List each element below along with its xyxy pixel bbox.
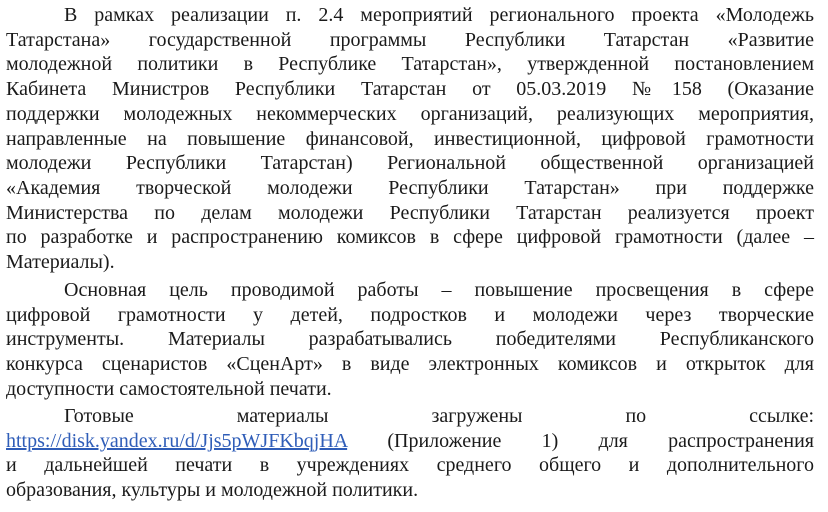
paragraph-2-line-5: доступности самостоятельной печати. — [6, 377, 332, 400]
paragraph-1-line-4: Кабинета Министров Республики Татарстан от 05.03.2019 №158 (Оказание — [6, 78, 814, 101]
paragraph-1-line-1: В рамках реализации п. 2.4 мероприятий регионального проекта «Молодежь — [64, 4, 814, 26]
paragraph-2-line-3: инструменты. Материалы разрабатывались победителями Республиканского — [6, 328, 814, 351]
paragraph-2-line-2: цифровой грамотности у детей, подростков и молодежи через творческие — [6, 303, 814, 326]
paragraph-1-line-11: Материалы). — [6, 251, 115, 273]
paragraph-3-line-1: Готовые материалы загружены по ссылке: — [64, 405, 814, 427]
paragraph-2-line-4: конкурса сценаристов «СценАрт» в виде электронных комиксов и открыток для — [6, 353, 814, 376]
paragraph-1-line-6: направленные на повышение финансовой, инвестиционной, цифровой грамотности — [6, 127, 814, 150]
appendix-reference-text: (Приложение 1) для распространения — [387, 429, 814, 452]
paragraph-1-line-8: «Академия творческой молодежи Республики Татарстан» при поддержке — [6, 176, 814, 199]
paragraph-1-line-10: по разработке и распространению комиксов в сфере цифровой грамотности (далее – — [6, 226, 814, 249]
paragraph-1-line-7: молодежи Республики Татарстан) Региональной общественной организацией — [6, 152, 814, 175]
paragraph-2-line-1: Основная цель проводимой работы – повышение просвещения в сфере — [64, 279, 814, 301]
paragraph-1-line-2: Татарстана» государственной программы Республики Татарстан «Развитие — [6, 28, 814, 51]
paragraph-1-line-3: молодежной политики в Республике Татарстан», утвержденной постановлением — [6, 53, 814, 76]
yandex-disk-link[interactable]: https://disk.yandex.ru/d/Jjs5pWJFKbqjHA — [6, 429, 348, 452]
paragraph-1-line-9: Министерства по делам молодежи Республики Татарстан реализуется проект — [6, 201, 814, 224]
paragraph-3-line-2 — [6, 429, 814, 454]
paragraph-3-line-3: и дальнейшей печати в учреждениях среднего общего и дополнительного — [6, 454, 814, 477]
paragraph-3-line-4: образования, культуры и молодежной политики. — [6, 479, 419, 502]
paragraph-1-line-5: поддержки молодежных некоммерческих организаций, реализующих мероприятия, — [6, 102, 814, 125]
